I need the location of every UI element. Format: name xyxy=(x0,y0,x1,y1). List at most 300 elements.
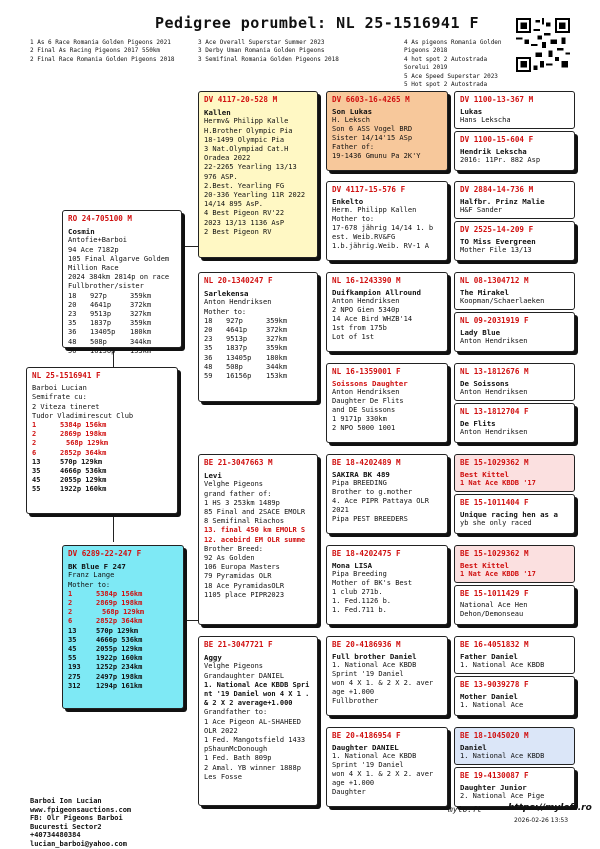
contact-line: www.fpigeonsauctions.com xyxy=(30,805,132,814)
info-line: 1. National Ace KBDB xyxy=(332,752,417,760)
pigeon-ancestor xyxy=(326,636,448,716)
info-line: Hans Lekscha xyxy=(460,116,511,124)
result-row xyxy=(68,645,178,654)
pigeon-ancestor xyxy=(454,585,575,625)
pigeon-ancestor xyxy=(454,363,575,401)
result-cell: 180km xyxy=(266,353,288,362)
result-place: 35 xyxy=(32,467,41,476)
info-line: Anton Hendriksen xyxy=(332,297,400,305)
result-cell: 36 xyxy=(204,353,213,362)
achievement-item: 4 hot spot 2 Autostrada Sorelui 2019 xyxy=(404,55,488,72)
info-line: 106 Europa Masters xyxy=(204,563,280,572)
pigeon-name: Son Lukas xyxy=(332,107,373,116)
info-line: 2023 13/13 1136 AsP xyxy=(204,218,285,227)
info-line: Grandaughter DANIEL xyxy=(204,671,285,680)
contact-line: lucian_barboi@yahoo.com xyxy=(30,839,127,848)
result-cell: 23 xyxy=(204,335,213,344)
result-row xyxy=(68,663,178,672)
result-place: 6 xyxy=(68,617,73,626)
result-row xyxy=(32,485,172,494)
info-line: Daughter xyxy=(332,788,366,796)
result-place: 13 xyxy=(68,626,77,635)
pigeon-ancestor xyxy=(454,131,575,171)
info-line: 4 Best Pigeon RV'22 xyxy=(204,209,285,218)
pigeon-ancestor xyxy=(454,272,575,310)
info-line: grand father of: xyxy=(204,489,272,498)
result-row xyxy=(32,421,172,430)
highlight-line: 13. final 450 km EMOLR S xyxy=(204,526,306,535)
result-value: 2852p 364km xyxy=(60,448,107,457)
result-cell: 50 xyxy=(68,346,77,355)
info-line: 22-2265 Yearling 13/13 xyxy=(204,163,297,172)
info-line: 17-678 jährig 14/14 1. b xyxy=(332,224,434,232)
result-cell: 13405p xyxy=(226,353,252,362)
pigeon-ancestor xyxy=(454,181,575,219)
info-line: Sprint '19 Daniel xyxy=(332,761,404,769)
info-line: 2. National Ace Pige xyxy=(460,792,545,800)
info-line: H&F Sander xyxy=(460,206,503,214)
info-line: est. Weib.RV&FG xyxy=(332,233,396,241)
info-line: Mother to: xyxy=(68,580,111,589)
result-cell: 9513p xyxy=(90,310,112,319)
result-value: 568p 129km xyxy=(66,439,109,448)
result-value: 1922p 160km xyxy=(96,654,143,663)
result-row xyxy=(32,449,172,458)
achievement-item: 3 Ace Overall Superstar Summer 2023 xyxy=(198,39,325,46)
info-line: 1 Nat Ace KBDB '17 xyxy=(460,570,536,578)
info-line: 4. Ace PIPR Pattaya OLR xyxy=(332,497,429,505)
ring-number: NL 08-1304712 M xyxy=(460,276,529,285)
result-cell: 508p xyxy=(90,337,107,346)
result-cell: 16156p xyxy=(226,372,252,381)
info-line: 3 Nat.Olympiad Cat.H xyxy=(204,145,289,154)
pigeon-name: Best Kittel xyxy=(460,470,509,479)
result-row xyxy=(68,673,178,682)
pigeon-ancestor xyxy=(326,363,448,443)
pigeon-ancestor xyxy=(454,403,575,443)
info-line: Mother File 13/13 xyxy=(460,246,532,254)
pigeon-name: Best Kittel xyxy=(460,561,509,570)
result-value: 568p 129km xyxy=(102,608,145,617)
ring-number: RO 24-705100 M xyxy=(68,214,133,223)
pigeon-main xyxy=(26,367,178,514)
pigeon-sire-sire xyxy=(198,91,318,258)
info-line: Fullbrother/sister xyxy=(68,282,144,291)
info-line: Hermv& Philipp Kalle xyxy=(204,117,289,126)
pigeon-name: Levi xyxy=(204,471,222,481)
achievement-item: 3 Derby Uman Romania Golden Pigeons xyxy=(198,47,325,55)
result-place: 1 xyxy=(32,421,37,430)
info-line: 1 Nat Ace KBDB '17 xyxy=(460,479,536,487)
pigeon-name: De Soissons xyxy=(460,379,509,388)
achievement-column xyxy=(30,39,185,64)
pigeon-ancestor xyxy=(454,727,575,765)
pigeon-name: Hendrik Lekscha xyxy=(460,147,527,156)
result-row xyxy=(68,627,178,636)
result-cell: 35 xyxy=(68,319,77,328)
ring-number: DV 1100-15-604 F xyxy=(460,135,534,144)
info-line: 976 ASP. xyxy=(204,172,238,181)
result-cell: 13405p xyxy=(90,328,116,337)
info-line: 1105 place PIPR2023 xyxy=(204,590,285,599)
info-line: 2 Best Pigeon RV xyxy=(204,227,272,236)
result-cell: 18 xyxy=(204,316,213,325)
pigeon-ancestor xyxy=(326,272,448,352)
result-row xyxy=(32,430,172,439)
result-cell: 9513p xyxy=(226,335,248,344)
info-line: 1. National Ace KBDB xyxy=(332,661,417,669)
ring-number: NL 13-1812676 M xyxy=(460,367,529,376)
info-line: Herm. Philipp Kallen xyxy=(332,206,417,214)
info-line: pShaunMcDonough xyxy=(204,745,268,754)
pigeon-name: SAKIRA BK 489 xyxy=(332,470,390,479)
info-line: Anton Hendriksen xyxy=(332,388,400,396)
achievement-column xyxy=(198,39,353,64)
ring-number: DV 4117-20-528 M xyxy=(204,95,278,104)
info-line: Antofie+Barboi xyxy=(68,236,128,245)
pigeon-name: Lukas xyxy=(460,107,483,116)
achievement-item: 5 Ace Speed Superstar 2023 xyxy=(404,72,498,80)
pigeon-ancestor xyxy=(454,312,575,352)
result-cell: 372km xyxy=(130,300,152,309)
info-line: Velghe Pigeons xyxy=(204,662,264,671)
result-cell: 359km xyxy=(266,316,288,325)
info-line: 1 club 271b. xyxy=(332,588,383,596)
result-row xyxy=(204,354,306,363)
info-line: 2 NPO 5000 1001 xyxy=(332,424,396,432)
ring-number: NL 20-1340247 F xyxy=(204,276,273,285)
info-line: Anton Hendriksen xyxy=(204,298,272,307)
info-line: yb she only raced xyxy=(460,519,532,527)
highlight-line: 1. National Ace KBDB Sprint '19 Daniel won 4 X 1 . & 2 X 2 average+1.000 xyxy=(204,680,310,708)
info-line: 2 Amal. YB winner 1888p xyxy=(204,763,301,772)
website-link[interactable]: https://myloft.ro xyxy=(508,803,592,813)
contact-line: +40734480384 xyxy=(30,831,81,840)
result-cell: 23 xyxy=(68,310,77,319)
ring-number: BE 15-1029362 M xyxy=(460,458,529,467)
pigeon-ancestor xyxy=(326,91,448,171)
result-row xyxy=(204,335,306,344)
info-line: 14/14 895 AsP. xyxy=(204,200,264,209)
result-value: 2869p 198km xyxy=(96,599,143,608)
info-line: 85 Final and 2SACE EMOLR xyxy=(204,508,306,517)
info-line: 8 Semifinal Riachos xyxy=(204,517,285,526)
result-row xyxy=(68,599,178,608)
result-cell: 20 xyxy=(204,326,213,335)
info-line: H.Brother Olympic Pia xyxy=(204,126,293,135)
pigeon-sire xyxy=(62,210,182,355)
pigeon-name: BK Blue F 247 xyxy=(68,562,126,572)
contact-line: FB: Olr Pigeons Barboi xyxy=(30,814,123,823)
info-line: Brother Breed: xyxy=(204,544,264,553)
ring-number: BE 18-4202489 M xyxy=(332,458,401,467)
info-line: Les Fosse xyxy=(204,772,242,781)
result-cell: 20 xyxy=(68,300,77,309)
result-cell: 1837p xyxy=(90,319,112,328)
pigeon-name: Kallen xyxy=(204,108,231,118)
ring-number: BE 20-4186954 F xyxy=(332,731,401,740)
info-line: Grandfather to: xyxy=(204,708,268,717)
result-row xyxy=(204,317,306,326)
info-line: Mother to: xyxy=(332,215,375,223)
ring-number: BE 18-1045020 M xyxy=(460,731,529,740)
result-cell: 359km xyxy=(130,319,152,328)
result-place: 1 xyxy=(68,589,73,598)
connector xyxy=(184,620,198,621)
result-place: 2 xyxy=(68,599,73,608)
pigeon-name: Daniel xyxy=(460,743,487,752)
pigeon-name: Mona LISA xyxy=(332,561,373,570)
pigeon-name: Duifkampion Allround xyxy=(332,288,421,297)
info-line: 1. National Ace KBDB xyxy=(460,661,545,669)
info-line: 2016: 11Pr. 882 Asp xyxy=(460,156,541,164)
result-cell: 180km xyxy=(130,328,152,337)
info-line: 2 Viteza tineret xyxy=(32,402,100,411)
result-row xyxy=(68,617,178,626)
brand-logo: mylo.ft xyxy=(448,805,482,814)
info-line: Anton Hendriksen xyxy=(460,388,528,396)
info-line: Lot of 1st xyxy=(332,333,375,341)
info-line: 2024 384km 2814p on race xyxy=(68,273,170,282)
result-value: 2497p 198km xyxy=(96,672,143,681)
result-cell: 1837p xyxy=(226,344,248,353)
result-value: 1252p 234km xyxy=(96,663,143,672)
info-line: 2021 xyxy=(332,506,349,514)
info-line: 1.b.jährig.Weib. RV-1 A xyxy=(332,242,429,250)
result-row xyxy=(204,372,306,381)
result-cell: 18 xyxy=(68,291,77,300)
ring-number: BE 16-4051832 M xyxy=(460,640,529,649)
result-row xyxy=(32,476,172,485)
info-line: Tudor Vladimirescut Club xyxy=(32,411,134,420)
ring-number: BE 19-4130087 F xyxy=(460,771,529,780)
result-row xyxy=(32,439,172,448)
achievement-item: 5 Hot spot 2 Autostrada xyxy=(404,81,488,89)
info-line: Franz Lange xyxy=(68,571,115,580)
info-line: 2.Best. Yearling FG xyxy=(204,181,285,190)
info-line: Son 6 ASS Vogel BRD xyxy=(332,125,413,133)
result-value: 2055p 129km xyxy=(60,476,107,485)
result-value: 2055p 129km xyxy=(96,645,143,654)
ring-number: DV 2884-14-736 M xyxy=(460,185,534,194)
result-place: 275 xyxy=(68,672,81,681)
info-line: 94 Ace 7182p xyxy=(68,245,119,254)
info-line: 18-1499 Olympic Pia xyxy=(204,135,285,144)
info-line: 19-1436 Gmunu Pa 2K'Y xyxy=(332,152,421,160)
info-line: 79 Pyramidas OLR xyxy=(204,572,272,581)
ring-number: BE 15-1029362 M xyxy=(460,549,529,558)
info-line: 14 Ace Bird WHZB'14 xyxy=(332,315,413,323)
result-cell: 344km xyxy=(266,362,288,371)
pigeon-name: Full brother Daniel xyxy=(332,652,417,661)
pigeon-ancestor xyxy=(454,454,575,492)
pigeon-ancestor xyxy=(326,181,448,261)
result-value: 1294p 161km xyxy=(96,681,143,690)
result-row xyxy=(68,347,170,356)
result-row xyxy=(68,590,178,599)
info-line: won 4 X 1. & 2 X 2. aver xyxy=(332,679,434,687)
pigeon-name: TO Miss Evergreen xyxy=(460,237,536,246)
result-value: 1922p 160km xyxy=(60,485,107,494)
info-line: Sprint '19 Daniel xyxy=(332,670,404,678)
result-value: 2869p 198km xyxy=(60,430,107,439)
result-cell: 36 xyxy=(68,328,77,337)
info-line: 1. National Ace KBDB xyxy=(460,752,545,760)
info-line: H. Leksch xyxy=(332,116,370,124)
page-title: Pedigree porumbel: NL 25-1516941 F xyxy=(155,14,480,32)
info-line: Barboi Lucian xyxy=(32,384,87,393)
result-row xyxy=(68,319,170,328)
pigeon-dam xyxy=(62,545,184,709)
info-line: Daughter De Flits xyxy=(332,397,404,405)
achievement-item: 4 As pigeons Romania Golden Pigeons 2018 xyxy=(404,39,502,55)
achievement-item: 2 Final As Racing Pigeons 2017 550km xyxy=(30,47,161,55)
result-place: 193 xyxy=(68,663,81,672)
ring-number: BE 20-4186936 M xyxy=(332,640,401,649)
results-table xyxy=(204,317,306,381)
info-line: 1. Fed.1126 b. xyxy=(332,597,392,605)
info-line: Pipa PEST BREEDERS xyxy=(332,515,408,523)
pigeon-ancestor xyxy=(326,727,448,807)
pigeon-ancestor xyxy=(454,91,575,129)
info-line: and DE Suissons xyxy=(332,406,396,414)
info-line: 105 Final Algarve Goldem xyxy=(68,254,170,263)
info-line: 1st from 175b xyxy=(332,324,387,332)
contact-info xyxy=(30,797,131,849)
result-place: 2 xyxy=(68,608,73,617)
info-line: Koopman/Schaerlaeken xyxy=(460,297,545,305)
info-line: Mother to: xyxy=(204,307,247,316)
result-cell: 327km xyxy=(266,335,288,344)
result-row xyxy=(68,654,178,663)
result-row xyxy=(68,682,178,691)
ring-number: DV 1100-13-367 M xyxy=(460,95,534,104)
pigeon-name: Cosmin xyxy=(68,227,95,237)
result-cell: 35 xyxy=(204,344,213,353)
ring-number: NL 16-1243390 M xyxy=(332,276,401,285)
ring-number: DV 6603-16-4265 M xyxy=(332,95,410,104)
result-place: 35 xyxy=(68,635,77,644)
info-line: 1 Ace Pigeon AL-SHAHEED xyxy=(204,717,301,726)
pigeon-name: De Flits xyxy=(460,419,496,428)
info-line: 1. National Ace xyxy=(460,701,524,709)
qr-code xyxy=(516,18,570,72)
result-row xyxy=(32,458,172,467)
pigeon-ancestor xyxy=(454,676,575,716)
info-line: Velghe Pigeons xyxy=(204,480,264,489)
info-line: Oradea 2022 xyxy=(204,154,251,163)
pigeon-ancestor xyxy=(326,545,448,625)
result-cell: 927p xyxy=(226,316,243,325)
result-cell: 927p xyxy=(90,291,107,300)
pigeon-sire-dam xyxy=(198,272,318,402)
achievement-column xyxy=(404,39,512,89)
result-row xyxy=(68,338,170,347)
info-line: won 4 X 1. & 2 X 2. aver xyxy=(332,770,434,778)
ring-number: NL 25-1516941 F xyxy=(32,371,101,380)
result-cell: 4641p xyxy=(90,300,112,309)
info-line: Dehon/Demonseau xyxy=(460,610,524,618)
result-place: 45 xyxy=(32,476,41,485)
print-date: 2026-02-26 13:53 xyxy=(514,817,569,824)
pigeon-dam-sire xyxy=(198,454,318,625)
achievement-item: 2 Final Race Romania Golden Pigeons 2018 xyxy=(30,55,175,63)
result-cell: 508p xyxy=(226,362,243,371)
pigeon-name: Enkelto xyxy=(332,197,364,206)
info-line: 20-336 Yearling 11R 2022 xyxy=(204,191,306,200)
connector xyxy=(180,246,198,247)
info-line: 1. Fed.711 b. xyxy=(332,606,387,614)
info-line: 2 NPO Gien 5340p xyxy=(332,306,400,314)
result-value: 5384p 156km xyxy=(96,589,143,598)
result-cell: 153km xyxy=(130,346,152,355)
ring-number: DV 4117-15-576 F xyxy=(332,185,406,194)
info-line: Pipa Breeding xyxy=(332,570,387,578)
result-row xyxy=(204,363,306,372)
ring-number: BE 15-1011429 F xyxy=(460,589,529,598)
pigeon-name: Father Daniel xyxy=(460,652,518,661)
ring-number: NL 13-1812704 F xyxy=(460,407,529,416)
info-line: National Ace Hen xyxy=(460,601,528,609)
result-cell: 4641p xyxy=(226,326,248,335)
result-row xyxy=(68,328,170,337)
achievement-item: 1 As 6 Race Romania Golden Pigeons 2021 xyxy=(30,39,171,46)
info-line: 1 Fed. Mangotsfield 1433 xyxy=(204,736,306,745)
info-line: 1 9171p 330km xyxy=(332,415,387,423)
pigeon-name: The Mirakel xyxy=(460,288,509,297)
result-row xyxy=(68,608,178,617)
result-place: 312 xyxy=(68,681,81,690)
info-line: 18 Ace PyramidasOLR xyxy=(204,581,285,590)
result-value: 5384p 156km xyxy=(60,421,107,430)
result-place: 45 xyxy=(68,645,77,654)
result-place: 55 xyxy=(68,654,77,663)
pigeon-ancestor xyxy=(454,636,575,674)
highlight-line: 12. acebird EM OLR summe xyxy=(204,535,306,544)
info-line: OLR 2022 xyxy=(204,726,238,735)
pigeon-ancestor xyxy=(454,767,575,807)
ring-number: DV 6289-22-247 F xyxy=(68,549,142,558)
pigeon-name: Aggy xyxy=(204,653,222,663)
ring-number: BE 21-3047663 M xyxy=(204,458,273,467)
result-cell: 16156p xyxy=(90,346,116,355)
info-line: Fullbrother xyxy=(332,697,379,705)
result-cell: 153km xyxy=(266,372,288,381)
pigeon-name: Mother Daniel xyxy=(460,692,518,701)
pigeon-ancestor xyxy=(454,545,575,583)
ring-number: BE 13-9039278 F xyxy=(460,680,529,689)
info-line: 1 Fed. Bath 809p xyxy=(204,754,272,763)
info-line: 92 As Golden xyxy=(204,554,255,563)
pigeon-ancestor xyxy=(454,494,575,534)
result-cell: 327km xyxy=(130,310,152,319)
result-cell: 359km xyxy=(130,291,152,300)
result-place: 2 xyxy=(32,439,37,448)
result-value: 2852p 364km xyxy=(96,617,143,626)
ring-number: DV 2525-14-209 F xyxy=(460,225,534,234)
result-cell: 344km xyxy=(130,337,152,346)
info-line: Semifrate cu: xyxy=(32,393,87,402)
result-cell: 48 xyxy=(204,362,213,371)
pigeon-name: Daughter DANIEL xyxy=(332,743,399,752)
pigeon-name: Soissons Daughter xyxy=(332,379,408,388)
ring-number: BE 21-3047721 F xyxy=(204,640,273,649)
pigeon-name: Halfbr. Prinz Malie xyxy=(460,197,545,206)
contact-line: Barboi Ion Lucian xyxy=(30,797,102,805)
result-row xyxy=(204,344,306,353)
result-cell: 59 xyxy=(204,372,213,381)
pigeon-name: Sarlekensa xyxy=(204,289,249,299)
